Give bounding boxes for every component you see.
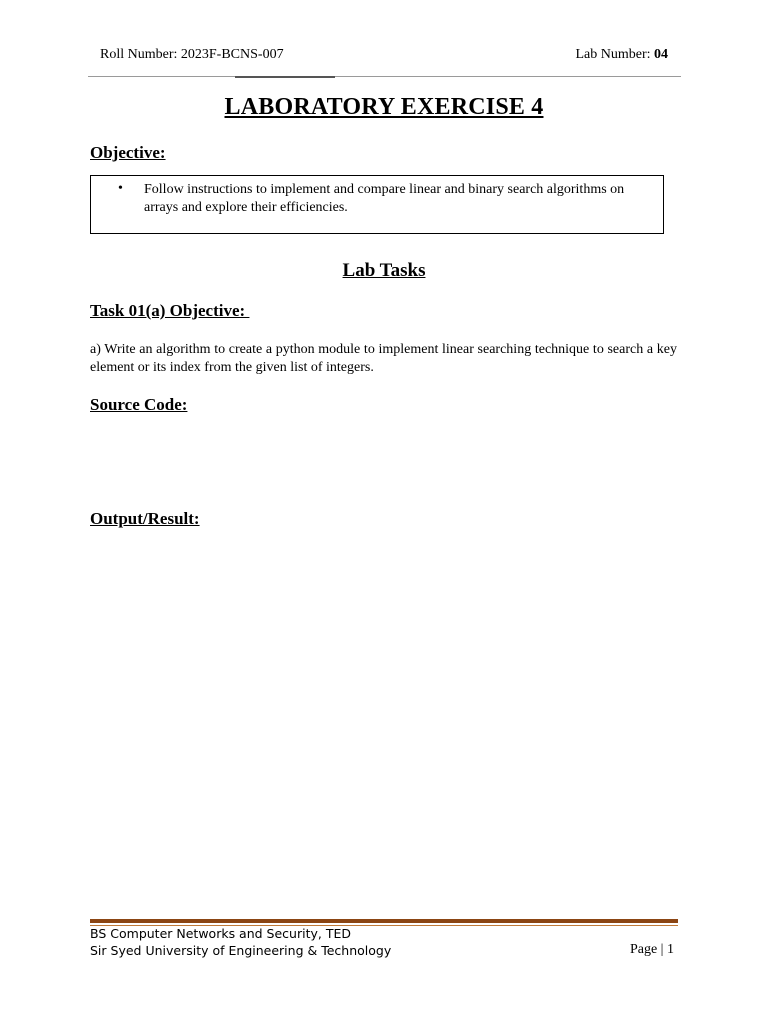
source-code-heading: Source Code: <box>90 395 188 414</box>
output-heading: Output/Result: <box>90 509 200 528</box>
lab-number-value: 04 <box>654 47 668 62</box>
footer-university: Sir Syed University of Engineering & Technology <box>90 943 392 958</box>
page-title: LABORATORY EXERCISE 4 <box>224 94 544 120</box>
roll-number: Roll Number: 2023F-BCNS-007 <box>100 47 284 62</box>
footer-department: BS Computer Networks and Security, TED <box>90 926 351 941</box>
page-number: Page | 1 <box>629 942 674 957</box>
lab-number <box>575 47 668 63</box>
lab-number-label: Lab Number: <box>575 47 654 62</box>
bullet-icon: • <box>118 181 123 196</box>
header-divider <box>88 76 681 77</box>
task-description: a) Write an algorithm to create a python module to implement linear searching technique to search a key element or its index from the given list of integers. <box>90 342 677 375</box>
lab-tasks-heading: Lab Tasks <box>342 260 426 281</box>
objective-heading: Objective: <box>90 143 166 162</box>
task-heading: Task 01(a) Objective: <box>90 301 250 320</box>
header-divider-accent <box>235 76 335 78</box>
footer-divider <box>90 919 678 923</box>
objective-text: Follow instructions to implement and compare linear and binary search algorithms on arrays and explore their efficiencies. <box>144 182 625 215</box>
